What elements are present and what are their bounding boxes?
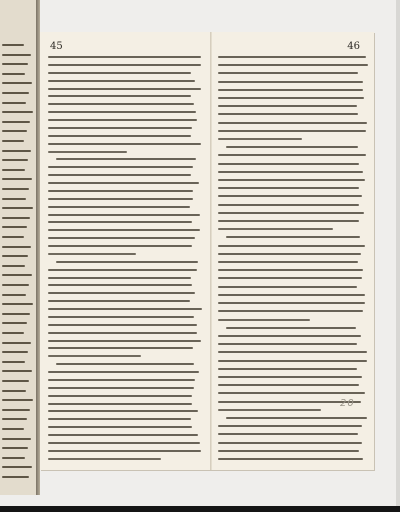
text-line (48, 206, 190, 208)
text-line (218, 81, 363, 83)
text-line (48, 277, 191, 279)
text-line (226, 327, 356, 329)
text-line (48, 355, 141, 357)
previous-page-text-fragment (2, 380, 29, 382)
text-line (218, 97, 364, 99)
previous-page-text-fragment (2, 130, 27, 132)
text-line (218, 450, 359, 452)
text-line (218, 360, 367, 362)
left-page-text-block (48, 56, 202, 460)
previous-page-text-fragment (2, 332, 24, 334)
previous-page-text-fragment (2, 255, 28, 257)
text-line (48, 80, 195, 82)
previous-page-text-fragment (2, 322, 27, 324)
previous-page-text-fragment (2, 438, 31, 440)
text-line (48, 434, 198, 436)
previous-page-text-fragment (2, 178, 32, 180)
text-line (48, 450, 201, 452)
previous-page-text-fragment (2, 457, 25, 459)
text-line (218, 56, 366, 58)
previous-page-text-fragment (2, 111, 33, 113)
text-line (218, 253, 361, 255)
text-line (218, 122, 367, 124)
text-line (218, 376, 362, 378)
previous-page-text-fragment (2, 342, 31, 344)
text-line (48, 135, 191, 137)
text-line (48, 332, 197, 334)
text-line (218, 64, 368, 66)
text-line (218, 351, 367, 353)
text-line (218, 425, 362, 427)
text-line (48, 166, 193, 168)
text-line (56, 158, 196, 160)
previous-page-text-fragment (2, 188, 29, 190)
text-line (218, 72, 358, 74)
text-line (218, 335, 361, 337)
text-line (48, 229, 200, 231)
text-line (48, 442, 200, 444)
text-line (48, 418, 191, 420)
text-line (48, 72, 191, 74)
text-line (48, 395, 192, 397)
text-line (48, 292, 195, 294)
text-line (218, 286, 357, 288)
previous-page-text-fragment (2, 399, 33, 401)
text-line (48, 347, 193, 349)
text-line (218, 179, 365, 181)
text-line (218, 195, 362, 197)
previous-page-text-fragment (2, 294, 26, 296)
text-line (48, 324, 197, 326)
previous-page-text-fragment (2, 265, 25, 267)
previous-page-text-fragment (2, 370, 32, 372)
text-line (48, 143, 201, 145)
text-line (218, 392, 365, 394)
right-page-number: 46 (347, 41, 360, 52)
text-line (218, 458, 363, 460)
text-line (48, 426, 192, 428)
previous-page-text-fragment (2, 236, 24, 238)
previous-page-text-fragment (2, 73, 25, 75)
text-line (218, 433, 358, 435)
text-line (218, 384, 359, 386)
text-line (48, 379, 195, 381)
text-line (218, 105, 357, 107)
previous-page-edge (0, 0, 37, 495)
text-line (218, 302, 365, 304)
text-line (56, 363, 194, 365)
text-line (48, 64, 201, 66)
text-line (218, 368, 357, 370)
text-line (48, 284, 192, 286)
scanner-bottom-strip (0, 506, 400, 512)
text-line (48, 316, 194, 318)
text-line (218, 343, 357, 345)
text-line (48, 403, 192, 405)
previous-page-text-fragment (2, 44, 24, 46)
previous-page-text-fragment (2, 284, 29, 286)
previous-page-text-fragment (2, 121, 30, 123)
previous-page-text-fragment (2, 198, 26, 200)
text-line (48, 269, 197, 271)
text-line (48, 245, 192, 247)
text-line (218, 442, 362, 444)
previous-page-text-fragment (2, 92, 29, 94)
text-line (48, 221, 192, 223)
text-line (48, 458, 161, 460)
text-line (48, 182, 199, 184)
left-page-number: 45 (50, 41, 63, 52)
previous-page-text-fragment (2, 351, 28, 353)
previous-page-text-fragment (2, 303, 33, 305)
scanner-right-edge (396, 0, 400, 506)
previous-page-text-fragment (2, 418, 27, 420)
text-line (48, 103, 194, 105)
previous-page-text-fragment (2, 169, 25, 171)
previous-page-text-fragment (2, 159, 28, 161)
text-line (226, 146, 358, 148)
text-line (48, 308, 202, 310)
handwritten-folio-number: 20 (340, 398, 355, 409)
previous-page-text-fragment (2, 140, 24, 142)
text-line (218, 228, 333, 230)
text-line (48, 198, 193, 200)
previous-page-text-fragment (2, 274, 32, 276)
text-line (218, 89, 363, 91)
text-line (48, 300, 190, 302)
text-line (218, 261, 358, 263)
text-line (48, 214, 200, 216)
text-line (218, 130, 366, 132)
previous-page-text-fragment (2, 207, 33, 209)
text-line (48, 174, 191, 176)
left-page (40, 32, 210, 470)
text-line (48, 88, 201, 90)
text-line (48, 190, 193, 192)
previous-page-text-fragment (2, 447, 28, 449)
text-line (218, 171, 363, 173)
text-line (48, 237, 195, 239)
book-spread (40, 32, 374, 470)
text-line (218, 154, 366, 156)
text-line (218, 310, 363, 312)
text-line (48, 410, 198, 412)
text-line (48, 151, 127, 153)
text-line (48, 56, 201, 58)
text-line (48, 111, 196, 113)
previous-page-text-fragment (2, 409, 30, 411)
text-line (48, 340, 201, 342)
text-line (48, 387, 194, 389)
previous-page-text-fragment (2, 466, 32, 468)
previous-page-text-fragment (2, 476, 29, 478)
text-line (226, 236, 360, 238)
previous-page-text-fragment (2, 217, 30, 219)
text-line (48, 95, 191, 97)
text-line (48, 253, 136, 255)
previous-page-text-fragment (2, 390, 26, 392)
text-line (218, 409, 321, 411)
previous-page-text-fragment (2, 361, 25, 363)
text-line (218, 319, 310, 321)
text-line (226, 417, 367, 419)
text-line (218, 212, 364, 214)
text-line (56, 261, 198, 263)
text-line (218, 187, 359, 189)
previous-page-text-fragment (2, 54, 31, 56)
previous-page-text-fragment (2, 226, 27, 228)
text-line (218, 220, 359, 222)
previous-page-text-fragment (2, 63, 28, 65)
previous-page-text-fragment (2, 428, 24, 430)
text-line (218, 163, 359, 165)
text-line (48, 127, 192, 129)
previous-page-text-fragment (2, 313, 30, 315)
text-line (218, 294, 365, 296)
text-line (218, 245, 365, 247)
previous-page-text-fragment (2, 150, 31, 152)
text-line (48, 119, 197, 121)
text-line (218, 204, 359, 206)
text-line (218, 277, 362, 279)
previous-page-text-fragment (2, 102, 26, 104)
previous-page-text-fragment (2, 82, 32, 84)
previous-page-text-fragment (2, 246, 31, 248)
text-line (218, 269, 363, 271)
text-line (218, 138, 302, 140)
text-line (48, 371, 199, 373)
text-line (218, 113, 358, 115)
